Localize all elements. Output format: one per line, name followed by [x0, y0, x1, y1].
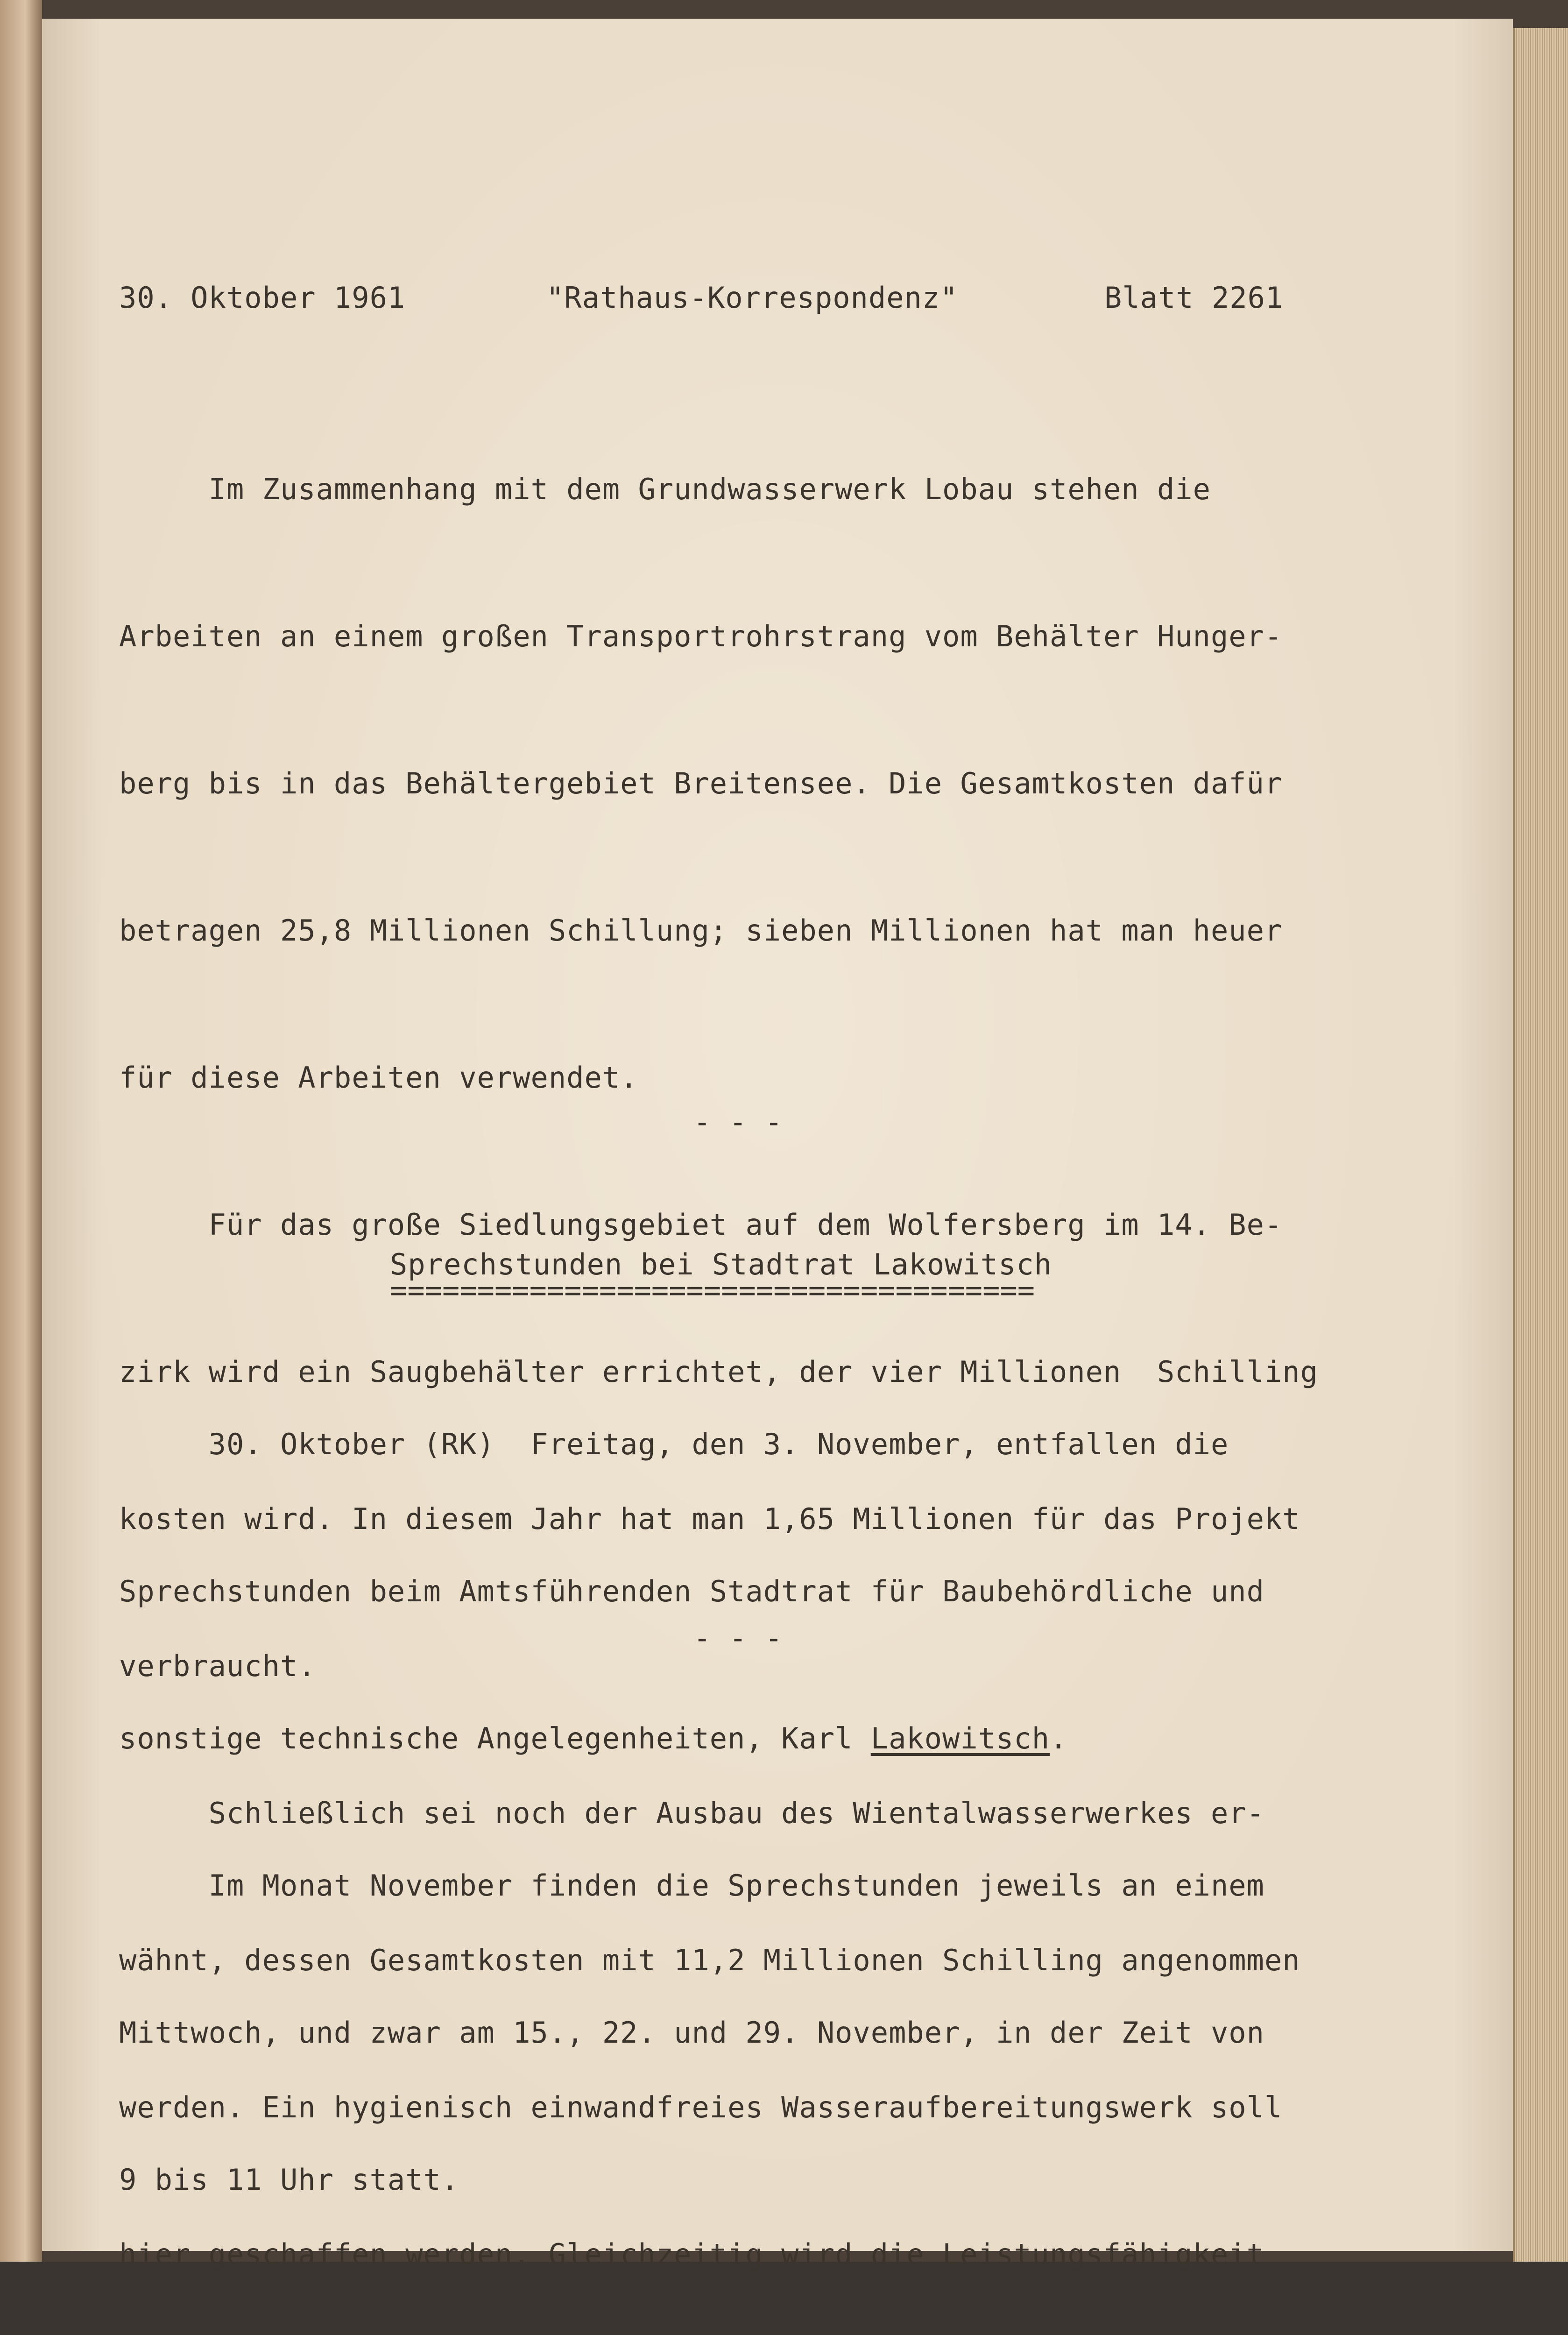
page-stack-edge: [1513, 28, 1568, 2262]
article-1-line: werden. Ein hygienisch einwandfreies Wasseraufbereitungswerk soll: [119, 2090, 1283, 2124]
section-separator: - - -: [693, 1621, 783, 1655]
article-1-line: betragen 25,8 Millionen Schillung; sieben Millionen hat man heuer: [119, 913, 1283, 948]
article-2-line: Sprechstunden beim Amtsführenden Stadtrat für Baubehördliche und: [119, 1574, 1264, 1608]
section-separator: - - -: [693, 1105, 783, 1139]
article-1-line: für diese Arbeiten verwendet.: [119, 1061, 638, 1095]
article-2-line-text: .: [1050, 1721, 1068, 1755]
article-1-line: Im Zusammenhang mit dem Grundwasserwerk Lobau stehen die: [119, 472, 1211, 506]
stadtrat-name: Lakowitsch: [870, 1721, 1050, 1755]
header-date: 30. Oktober 1961: [119, 281, 406, 315]
header-publication: "Rathaus-Korrespondenz": [546, 281, 958, 315]
article-2-line: Mittwoch, und zwar am 15., 22. und 29. November, in der Zeit von: [119, 2016, 1264, 2050]
article-1-line: kosten wird. In diesem Jahr hat man 1,65 Millionen für das Projekt: [119, 1502, 1300, 1536]
article-2-line: [119, 1714, 1264, 1763]
header-sheet-number: Blatt 2261: [1104, 281, 1284, 315]
article-2-body: [119, 1322, 1264, 2253]
article-2-line: Im Monat November finden die Sprechstunden jeweils an einem: [119, 1868, 1264, 1903]
article-1-line: Für das große Siedlungsgebiet auf dem Wolfersberg im 14. Be-: [119, 1208, 1283, 1242]
article-1-line: berg bis in das Behältergebiet Breitensee. Die Gesamtkosten dafür: [119, 766, 1283, 800]
article-1-line: wähnt, dessen Gesamtkosten mit 11,2 Millionen Schilling angenommen: [119, 1943, 1300, 1977]
article-2-title-rule: =====================================: [390, 1273, 1035, 1307]
article-1-line: Arbeiten an einem großen Transportrohrstrang vom Behälter Hunger-: [119, 619, 1283, 653]
article-1-line: Schließlich sei noch der Ausbau des Wientalwasserwerkes er-: [119, 1796, 1264, 1830]
article-2-line: 9 bis 11 Uhr statt.: [119, 2163, 459, 2197]
article-1-line: zirk wird ein Saugbehälter errichtet, der vier Millionen Schilling: [119, 1355, 1318, 1389]
left-page-edge: [0, 0, 42, 2262]
article-1-line: verbraucht.: [119, 1649, 316, 1683]
article-2-line-text: sonstige technische Angelegenheiten, Karl: [119, 1721, 871, 1755]
article-2-line: 30. Oktober (RK) Freitag, den 3. November, entfallen die: [119, 1427, 1229, 1461]
article-1-line: hier geschaffen werden. Gleichzeitig wird die Leistungsfähigkeit: [119, 2237, 1264, 2271]
article-2-title: Sprechstunden bei Stadtrat Lakowitsch: [390, 1247, 1052, 1281]
